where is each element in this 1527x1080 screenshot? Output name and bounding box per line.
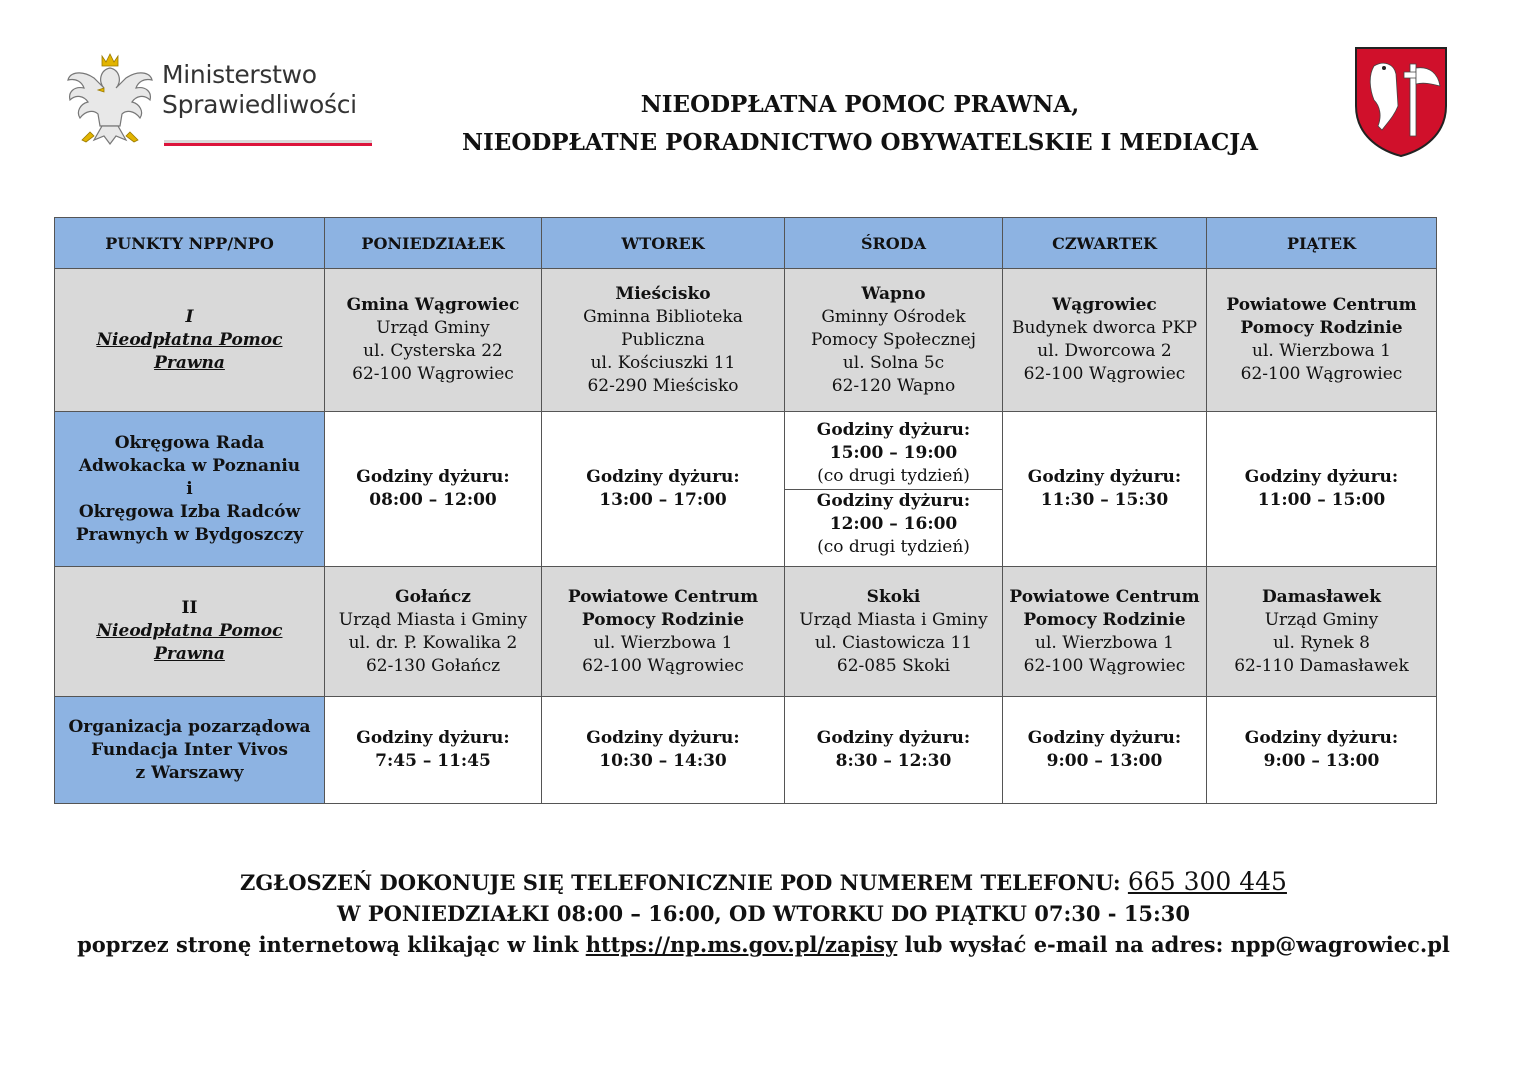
duty-label: Godziny dyżuru: (356, 728, 510, 748)
location-name: Wapno (861, 283, 926, 304)
link-caption: poprzez stronę internetową klikając w link (77, 932, 579, 957)
table-header-row (55, 218, 1437, 269)
duty-label: Godziny dyżuru: (1027, 467, 1182, 487)
provider-line: Fundacja Inter Vivos (91, 739, 288, 760)
location-name: Pomocy Rodzinie (1023, 609, 1186, 630)
location-line: ul. Dworcowa 2 (1037, 341, 1172, 361)
location-cell (325, 269, 542, 412)
ministry-name (162, 60, 357, 120)
location-line: ul. Cysterska 22 (363, 341, 503, 361)
location-line: 62-085 Skoki (836, 655, 951, 676)
location-line: ul. Wierzbowa 1 (1035, 632, 1174, 653)
location-name: Gołańcz (395, 586, 471, 607)
phone-caption: ZGŁOSZEŃ DOKONUJE SIĘ TELEFONICZNIE POD NUMEREM TELEFONU: (240, 870, 1121, 895)
header-wednesday: ŚRODA (785, 218, 1003, 269)
location-name: Skoki (866, 586, 921, 607)
duty-label: Godziny dyżuru: (1244, 728, 1399, 748)
header-tuesday: WTOREK (542, 218, 785, 269)
location-cell (542, 269, 785, 412)
polish-eagle-icon (64, 48, 156, 148)
location-name: Powiatowe Centrum (1226, 295, 1417, 315)
provider-line: Prawnych w Bydgoszczy (75, 524, 304, 545)
point-number: I (185, 306, 194, 327)
contact-line1 (0, 866, 1527, 898)
title-line1: NIEODPŁATNA POMOC PRAWNA, (640, 91, 1080, 118)
duty-hours-cell (1207, 697, 1437, 804)
duty-hours: 10:30 – 14:30 (599, 751, 727, 771)
duty-note: (co drugi tydzień) (817, 537, 970, 557)
duty-hours: 9:00 – 13:00 (1263, 751, 1380, 771)
location-line: 62-110 Damasławek (1234, 655, 1409, 676)
table-row (55, 269, 1437, 412)
location-line: Urząd Miasta i Gminy (338, 609, 528, 630)
duty-hours-cell (1207, 412, 1437, 567)
location-cell (1207, 567, 1437, 697)
duty-note: (co drugi tydzień) (817, 466, 970, 486)
location-line: ul. Wierzbowa 1 (1252, 341, 1391, 361)
ministry-logo (64, 48, 384, 158)
duty-hours: 9:00 – 13:00 (1046, 751, 1163, 771)
duty-hours-cell (1003, 412, 1207, 567)
duty-hours-cell-split (785, 412, 1003, 567)
location-cell (542, 567, 785, 697)
provider-line: z Warszawy (135, 762, 244, 783)
email-caption: lub wysłać e-mail na adres: npp@wagrowiec.pl (904, 932, 1450, 957)
location-line: Gminny Ośrodek (821, 306, 966, 327)
location-name: Wągrowiec (1052, 295, 1157, 315)
location-line: 62-100 Wągrowiec (352, 364, 514, 384)
duty-label: Godziny dyżuru: (1244, 467, 1399, 487)
location-cell (1003, 567, 1207, 697)
duty-label: Godziny dyżuru: (356, 467, 510, 487)
duty-hours: 08:00 – 12:00 (369, 490, 497, 510)
duty-hours-cell (325, 697, 542, 804)
location-name: Powiatowe Centrum (567, 586, 759, 607)
table-row (55, 567, 1437, 697)
location-line: 62-100 Wągrowiec (1023, 655, 1186, 676)
duty-hours-cell (325, 412, 542, 567)
location-line: Budynek dworca PKP (1011, 318, 1198, 338)
point-name: Nieodpłatna Pomoc Prawna (96, 621, 283, 664)
duty-hours-cell (542, 412, 785, 567)
duty-hours: 11:00 – 15:00 (1257, 490, 1386, 510)
provider-line: Organizacja pozarządowa (68, 716, 311, 737)
location-line: Pomocy Społecznej (811, 329, 976, 350)
duty-hours-alt-b (785, 489, 1002, 560)
point-number: II (181, 598, 198, 618)
phone-number[interactable]: 665 300 445 (1127, 867, 1287, 896)
location-line: 62-100 Wągrowiec (582, 655, 744, 676)
location-line: 62-290 Mieścisko (587, 375, 739, 396)
point-label-cell (55, 269, 325, 412)
location-line: ul. Rynek 8 (1273, 632, 1370, 653)
ministry-name-line1: Ministerstwo (162, 60, 317, 89)
location-line: ul. Wierzbowa 1 (593, 632, 733, 653)
location-name: Gmina Wągrowiec (346, 295, 520, 315)
duty-hours: 13:00 – 17:00 (599, 490, 727, 510)
location-name: Damasławek (1261, 586, 1382, 607)
table-row (55, 412, 1437, 567)
duty-hours: 8:30 – 12:30 (835, 751, 952, 771)
location-name: Pomocy Rodzinie (1240, 318, 1403, 338)
provider-line: i (186, 478, 193, 499)
location-line: 62-130 Gołańcz (365, 655, 501, 676)
duty-label: Godziny dyżuru: (816, 491, 971, 511)
location-line: ul. dr. P. Kowalika 2 (348, 632, 518, 653)
title-line2: NIEODPŁATNE PORADNICTWO OBYWATELSKIE I MEDIACJA (462, 129, 1258, 156)
duty-hours-alt-a (785, 419, 1002, 489)
location-name: Mieścisko (615, 283, 711, 304)
header-monday: PONIEDZIAŁEK (325, 218, 542, 269)
header-friday: PIĄTEK (1207, 218, 1437, 269)
duty-label: Godziny dyżuru: (816, 420, 971, 440)
provider-label-cell (55, 412, 325, 567)
wagrowiec-coat-of-arms-icon (1354, 46, 1448, 158)
location-line: Urząd Gminy (1264, 609, 1379, 630)
duty-label: Godziny dyżuru: (586, 728, 740, 748)
flag-stripe (164, 140, 372, 146)
duty-label: Godziny dyżuru: (1027, 728, 1182, 748)
duty-hours-cell (542, 697, 785, 804)
point-label-cell (55, 567, 325, 697)
provider-line: Okręgowa Izba Radców (78, 501, 301, 522)
registration-link[interactable]: https://np.ms.gov.pl/zapisy (585, 932, 898, 957)
duty-hours: 11:30 – 15:30 (1040, 490, 1169, 510)
location-line: 62-120 Wapno (831, 375, 956, 396)
location-cell (785, 269, 1003, 412)
duty-hours: 7:45 – 11:45 (375, 751, 491, 771)
duty-label: Godziny dyżuru: (586, 467, 740, 487)
location-line: ul. Ciastowicza 11 (814, 632, 973, 653)
page-title (420, 86, 1300, 162)
location-line: Publiczna (621, 329, 705, 350)
ministry-name-line2: Sprawiedliwości (162, 90, 357, 119)
duty-hours-cell (1003, 697, 1207, 804)
contact-line3 (0, 929, 1527, 960)
location-line: Urząd Gminy (376, 318, 490, 338)
header-thursday: CZWARTEK (1003, 218, 1207, 269)
location-cell (1207, 269, 1437, 412)
location-cell (325, 567, 542, 697)
duty-label: Godziny dyżuru: (816, 728, 971, 748)
location-cell (1003, 269, 1207, 412)
location-line: Gminna Biblioteka (583, 306, 743, 327)
table-row (55, 697, 1437, 804)
location-line: 62-100 Wągrowiec (1023, 364, 1186, 384)
location-line: 62-100 Wągrowiec (1240, 364, 1403, 384)
provider-line: Adwokacka w Poznaniu (78, 455, 301, 476)
location-line: ul. Solna 5c (842, 352, 945, 373)
duty-hours: 15:00 – 19:00 (829, 443, 958, 463)
provider-line: Okręgowa Rada (114, 432, 265, 453)
contact-info (0, 866, 1527, 960)
location-name: Powiatowe Centrum (1009, 586, 1200, 607)
contact-hours: W PONIEDZIAŁKI 08:00 – 16:00, OD WTORKU DO PIĄTKU 07:30 - 15:30 (336, 901, 1191, 926)
header-points: PUNKTY NPP/NPO (55, 218, 325, 269)
provider-label-cell (55, 697, 325, 804)
duty-hours: 12:00 – 16:00 (829, 514, 958, 534)
schedule-table (54, 217, 1437, 804)
location-line: Urząd Miasta i Gminy (799, 609, 988, 630)
location-name: Pomocy Rodzinie (581, 609, 745, 630)
duty-hours-cell (785, 697, 1003, 804)
location-cell (785, 567, 1003, 697)
point-name: Nieodpłatna Pomoc Prawna (96, 329, 283, 373)
location-line: ul. Kościuszki 11 (590, 352, 736, 373)
